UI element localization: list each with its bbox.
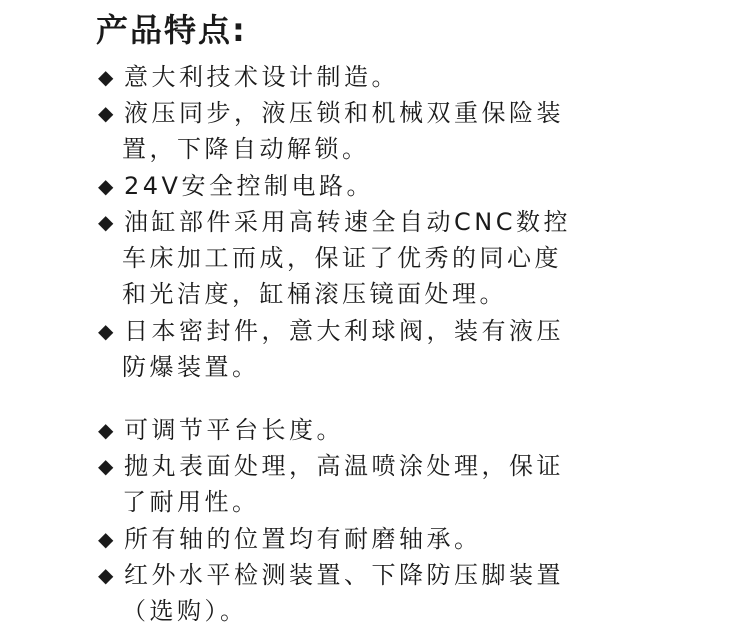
- feature-item-2: [98, 95, 648, 167]
- feature-text-line: 和光洁度，缸桶滚压镜面处理。: [122, 280, 507, 308]
- feature-text-line: 油缸部件采用高转速全自动CNC数控: [124, 208, 571, 236]
- feature-text-line: 抛丸表面处理，高温喷涂处理，保证: [124, 452, 564, 480]
- feature-item-5: [98, 313, 648, 385]
- feature-text-line: （选购）。: [122, 597, 248, 625]
- feature-text-line: 24V安全控制电路。: [124, 172, 374, 200]
- feature-text-line: 了耐用性。: [122, 488, 260, 516]
- feature-text-line: 置，下降自动解锁。: [122, 135, 370, 163]
- feature-text-line: 液压同步，液压锁和机械双重保险装: [124, 99, 564, 127]
- diamond-bullet-icon: ◆: [98, 65, 117, 89]
- feature-item-1: [98, 59, 648, 95]
- diamond-bullet-icon: ◆: [98, 418, 117, 442]
- section-title: 产品特点:: [96, 11, 247, 49]
- feature-text-line: 车床加工而成，保证了优秀的同心度: [122, 244, 562, 272]
- feature-text-line: 意大利技术设计制造。: [124, 63, 399, 91]
- diamond-bullet-icon: ◆: [98, 101, 117, 125]
- feature-text-line: 所有轴的位置均有耐磨轴承。: [124, 525, 482, 553]
- diamond-bullet-icon: ◆: [98, 174, 117, 198]
- diamond-bullet-icon: ◆: [98, 527, 117, 551]
- diamond-bullet-icon: ◆: [98, 319, 117, 343]
- feature-text-line: 防爆装置。: [122, 353, 260, 381]
- feature-item-4: [98, 204, 648, 312]
- feature-item-6: [98, 412, 648, 448]
- feature-item-8: [98, 521, 648, 557]
- feature-item-7: [98, 448, 648, 520]
- feature-text-line: 日本密封件，意大利球阀，装有液压: [124, 317, 564, 345]
- feature-text-line: 可调节平台长度。: [124, 416, 344, 444]
- diamond-bullet-icon: ◆: [98, 210, 117, 234]
- diamond-bullet-icon: ◆: [98, 563, 117, 587]
- feature-item-9: [98, 557, 648, 629]
- diamond-bullet-icon: ◆: [98, 454, 117, 478]
- feature-item-3: [98, 168, 648, 204]
- feature-text-line: 红外水平检测装置、下降防压脚装置: [124, 561, 564, 589]
